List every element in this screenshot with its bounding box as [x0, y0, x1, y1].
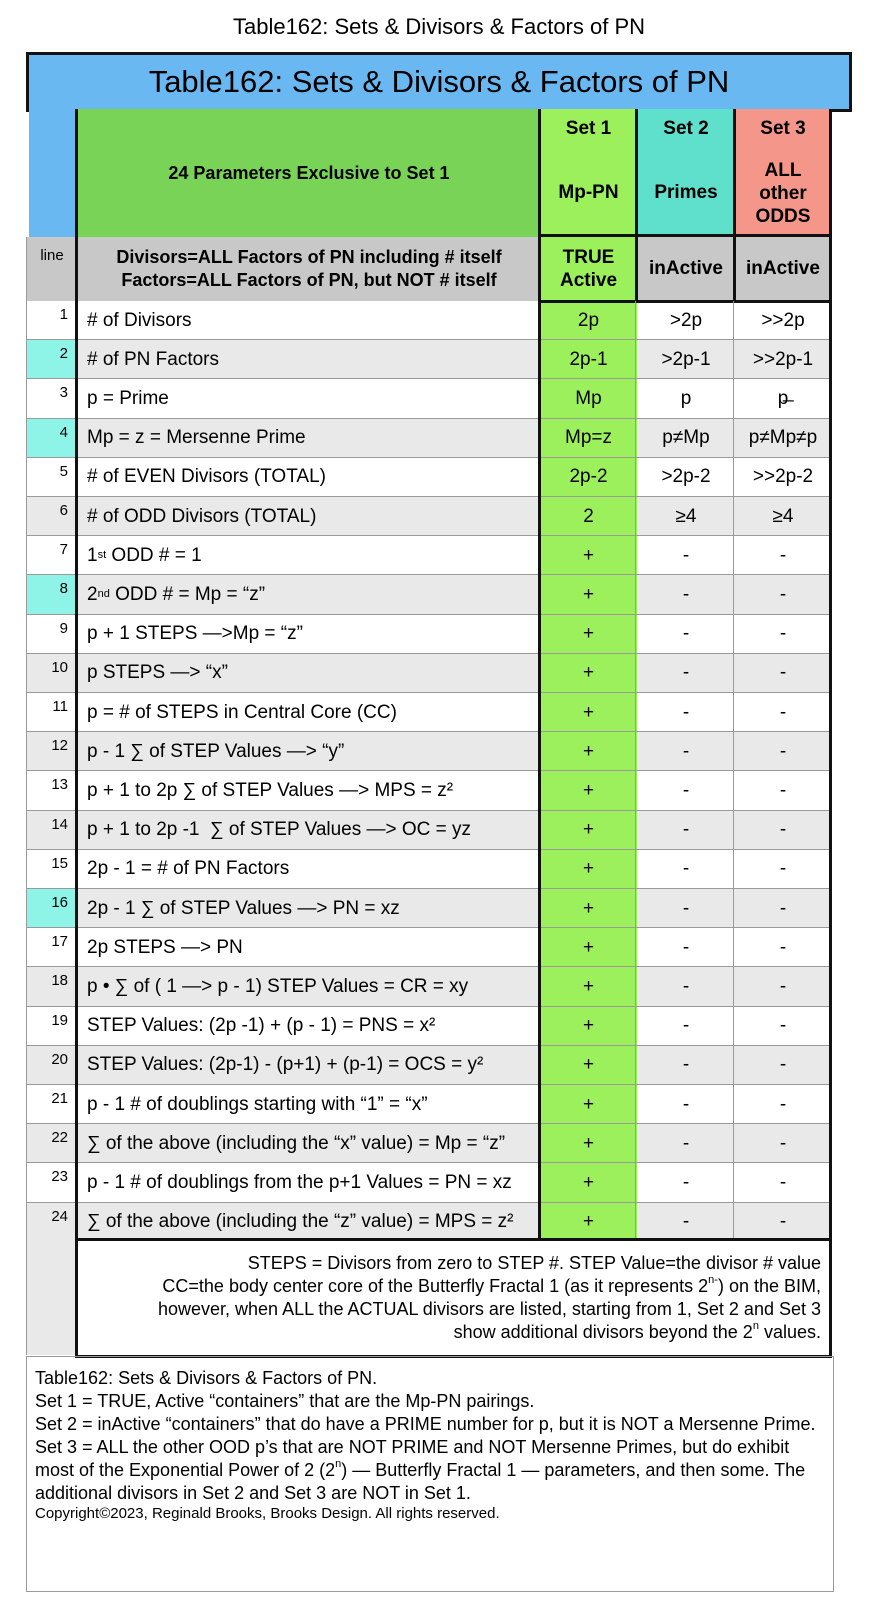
footnote-steps: STEPS = Divisors from zero to STEP #. STEP Value=the divisor # value	[247, 1253, 821, 1273]
row-set3-value: -	[735, 1046, 831, 1085]
row-line-number: 2	[26, 340, 78, 379]
row-line-number: 5	[26, 458, 78, 497]
row-set2-value: -	[637, 654, 735, 693]
row-set3-value: -	[735, 1085, 831, 1124]
row-line-number: 19	[26, 1007, 78, 1046]
row-set3-value: -	[735, 1124, 831, 1163]
parameters-header: 24 Parameters Exclusive to Set 1	[78, 109, 540, 237]
row-set1-value: +	[540, 1203, 637, 1242]
row-parameter: # of EVEN Divisors (TOTAL)	[78, 458, 540, 497]
set2-status: inActive	[637, 237, 735, 301]
row-line-number: 4	[26, 419, 78, 458]
row-parameter: p = Prime	[78, 379, 540, 418]
row-set1-value: +	[540, 771, 637, 810]
row-parameter: p = # of STEPS in Central Core (CC)	[78, 693, 540, 732]
footnote-left-blank	[26, 1241, 78, 1355]
row-parameter: ∑ of the above (including the “z” value) = MPS = z²	[78, 1203, 540, 1242]
row-set2-value: -	[637, 732, 735, 771]
row-line-number: 3	[26, 379, 78, 418]
row-set3-value: >>2p	[735, 301, 831, 340]
row-set3-value: -	[735, 811, 831, 850]
row-set1-value: +	[540, 1046, 637, 1085]
row-line-number: 1	[26, 301, 78, 340]
row-line-number: 15	[26, 850, 78, 889]
row-line-number: 24	[26, 1203, 78, 1242]
notes-title: Table162: Sets & Divisors & Factors of PN.	[35, 1368, 378, 1388]
row-set1-value: +	[540, 811, 637, 850]
row-set1-value: +	[540, 889, 637, 928]
row-set2-value: -	[637, 536, 735, 575]
row-parameter: # of PN Factors	[78, 340, 540, 379]
row-parameter: p + 1 to 2p -1 ∑ of STEP Values —> OC = yz	[78, 811, 540, 850]
row-line-number: 10	[26, 654, 78, 693]
set1-label: Mp-PN	[540, 149, 637, 237]
page-title: Table162: Sets & Divisors & Factors of PN	[232, 14, 646, 39]
row-set2-value: ≥4	[637, 497, 735, 536]
row-parameter: p + 1 STEPS —>Mp = “z”	[78, 615, 540, 654]
row-set2-value: -	[637, 575, 735, 614]
border	[540, 300, 831, 303]
set3-label: ALL other ODDS	[735, 149, 831, 237]
row-set3-value: -	[735, 850, 831, 889]
row-set3-value: -	[735, 967, 831, 1006]
row-parameter: STEP Values: (2p -1) + (p - 1) = PNS = x²	[78, 1007, 540, 1046]
row-set1-value: +	[540, 1085, 637, 1124]
row-parameter: # of ODD Divisors (TOTAL)	[78, 497, 540, 536]
row-set3-value: p̶	[735, 379, 831, 418]
row-parameter: p - 1 # of doublings starting with “1” = “x”	[78, 1085, 540, 1124]
row-set3-value: -	[735, 575, 831, 614]
set3-name: Set 3	[735, 109, 831, 149]
row-line-number: 22	[26, 1124, 78, 1163]
row-set1-value: +	[540, 850, 637, 889]
set2-name: Set 2	[637, 109, 735, 149]
row-set3-value: -	[735, 1203, 831, 1242]
row-set1-value: +	[540, 928, 637, 967]
set2-label: Primes	[637, 149, 735, 237]
row-set3-value: -	[735, 536, 831, 575]
row-set3-value: -	[735, 693, 831, 732]
row-line-number: 12	[26, 732, 78, 771]
row-set3-value: >>2p-2	[735, 458, 831, 497]
row-parameter: 1 st ODD # = 1	[78, 536, 540, 575]
row-set1-value: +	[540, 732, 637, 771]
row-line-number: 21	[26, 1085, 78, 1124]
row-set1-value: Mp	[540, 379, 637, 418]
header-left-blank	[29, 109, 78, 237]
row-set2-value: -	[637, 1046, 735, 1085]
row-set3-value: ≥4	[735, 497, 831, 536]
row-set2-value: -	[637, 693, 735, 732]
row-parameter: p + 1 to 2p ∑ of STEP Values —> MPS = z²	[78, 771, 540, 810]
border	[75, 1238, 832, 1241]
row-line-number: 17	[26, 928, 78, 967]
border	[540, 234, 831, 237]
row-line-number: 6	[26, 497, 78, 536]
row-set3-value: -	[735, 928, 831, 967]
definition-divisors: Divisors=ALL Factors of PN including # itself	[116, 247, 502, 267]
row-parameter: 2p - 1 ∑ of STEP Values —> PN = xz	[78, 889, 540, 928]
row-set2-value: -	[637, 811, 735, 850]
footnote-cc: CC=the body center core of the Butterfly Fractal 1 (as it represents $2^{n-}$) on the BIM,	[162, 1274, 821, 1296]
row-set2-value: >2p-1	[637, 340, 735, 379]
row-parameter: p • ∑ of ( 1 —> p - 1) STEP Values = CR = xy	[78, 967, 540, 1006]
row-line-number: 9	[26, 615, 78, 654]
row-set1-value: 2p-2	[540, 458, 637, 497]
notes-set2: Set 2 = inActive “containers” that do have a PRIME number for p, but it is NOT a Mersenne Prime.	[35, 1414, 816, 1434]
row-parameter: # of Divisors	[78, 301, 540, 340]
row-set2-value: -	[637, 1124, 735, 1163]
row-set3-value: -	[735, 615, 831, 654]
row-set3-value: -	[735, 889, 831, 928]
row-parameter: 2 nd ODD # = Mp = “z”	[78, 575, 540, 614]
line-header: line	[26, 237, 78, 301]
row-set2-value: -	[637, 889, 735, 928]
table-banner: Table162: Sets & Divisors & Factors of PN	[26, 52, 852, 112]
row-line-number: 16	[26, 889, 78, 928]
row-set1-value: 2p-1	[540, 340, 637, 379]
border	[538, 109, 541, 1241]
row-set1-value: +	[540, 1124, 637, 1163]
row-set3-value: -	[735, 1007, 831, 1046]
row-set3-value: p≠Mp≠p	[735, 419, 831, 458]
row-set2-value: >2p	[637, 301, 735, 340]
row-set3-value: >>2p-1	[735, 340, 831, 379]
border	[635, 301, 636, 1238]
row-set2-value: -	[637, 771, 735, 810]
row-set2-value: -	[637, 615, 735, 654]
copyright: Copyright©2023, Reginald Brooks, Brooks Design. All rights reserved.	[35, 1505, 500, 1522]
row-parameter: Mp = z = Mersenne Prime	[78, 419, 540, 458]
row-parameter: 2p - 1 = # of PN Factors	[78, 850, 540, 889]
definition-factors: Factors=ALL Factors of PN, but NOT # itself	[121, 270, 497, 290]
row-line-number: 20	[26, 1046, 78, 1085]
row-set2-value: -	[637, 850, 735, 889]
row-set1-value: +	[540, 967, 637, 1006]
row-set1-value: 2	[540, 497, 637, 536]
row-line-number: 7	[26, 536, 78, 575]
notes-box	[26, 1356, 834, 1592]
notes-set1: Set 1 = TRUE, Active “containers” that are the Mp-PN pairings.	[35, 1391, 535, 1411]
row-set2-value: p	[637, 379, 735, 418]
row-set1-value: Mp=z	[540, 419, 637, 458]
row-set2-value: p≠Mp	[637, 419, 735, 458]
row-parameter: STEP Values: (2p-1) - (p+1) + (p-1) = OCS = y²	[78, 1046, 540, 1085]
row-set2-value: -	[637, 928, 735, 967]
row-parameter: p - 1 # of doublings from the p+1 Values = PN = xz	[78, 1163, 540, 1202]
row-set3-value: -	[735, 771, 831, 810]
border	[829, 109, 832, 1358]
row-set1-value: +	[540, 1007, 637, 1046]
border	[733, 301, 734, 1238]
row-set1-value: +	[540, 1163, 637, 1202]
row-set1-value: +	[540, 536, 637, 575]
row-set3-value: -	[735, 1163, 831, 1202]
definition-cell	[78, 237, 540, 301]
row-set2-value: -	[637, 1007, 735, 1046]
set1-status: TRUE Active	[540, 237, 637, 301]
row-line-number: 14	[26, 811, 78, 850]
row-parameter: p STEPS —> “x”	[78, 654, 540, 693]
row-set2-value: -	[637, 1163, 735, 1202]
footnote-cell	[78, 1241, 831, 1355]
border	[733, 109, 736, 301]
border	[26, 237, 27, 1355]
row-set1-value: 2p	[540, 301, 637, 340]
row-set1-value: +	[540, 693, 637, 732]
row-line-number: 11	[26, 693, 78, 732]
row-line-number: 13	[26, 771, 78, 810]
row-parameter: ∑ of the above (including the “x” value) = Mp = “z”	[78, 1124, 540, 1163]
border	[635, 109, 638, 301]
row-set1-value: +	[540, 654, 637, 693]
row-line-number: 18	[26, 967, 78, 1006]
row-set2-value: >2p-2	[637, 458, 735, 497]
set3-status: inActive	[735, 237, 831, 301]
set1-name: Set 1	[540, 109, 637, 149]
notes-set3: Set 3 = ALL the other OOD p’s that are NOT PRIME and NOT Mersenne Primes, but do exhibit most of the Exponential Power of 2 (2$^n$) — Butterfly Fractal 1 — parameters, and then some. The additional divisors in Set 2 and Set 3 are NOT in Set 1.	[35, 1437, 806, 1503]
footnote-however: however, when ALL the ACTUAL divisors are listed, starting from 1, Set 2 and Set 3	[157, 1299, 821, 1319]
row-set2-value: -	[637, 967, 735, 1006]
row-set1-value: +	[540, 615, 637, 654]
row-line-number: 8	[26, 575, 78, 614]
row-line-number: 23	[26, 1163, 78, 1202]
border	[75, 109, 78, 1358]
row-parameter: 2p STEPS —> PN	[78, 928, 540, 967]
row-set3-value: -	[735, 654, 831, 693]
row-set3-value: -	[735, 732, 831, 771]
row-set2-value: -	[637, 1085, 735, 1124]
row-set1-value: +	[540, 575, 637, 614]
row-parameter: p - 1 ∑ of STEP Values —> “y”	[78, 732, 540, 771]
footnote-additional: show additional divisors beyond the 2$^n$ values.	[453, 1320, 821, 1342]
row-set2-value: -	[637, 1203, 735, 1242]
